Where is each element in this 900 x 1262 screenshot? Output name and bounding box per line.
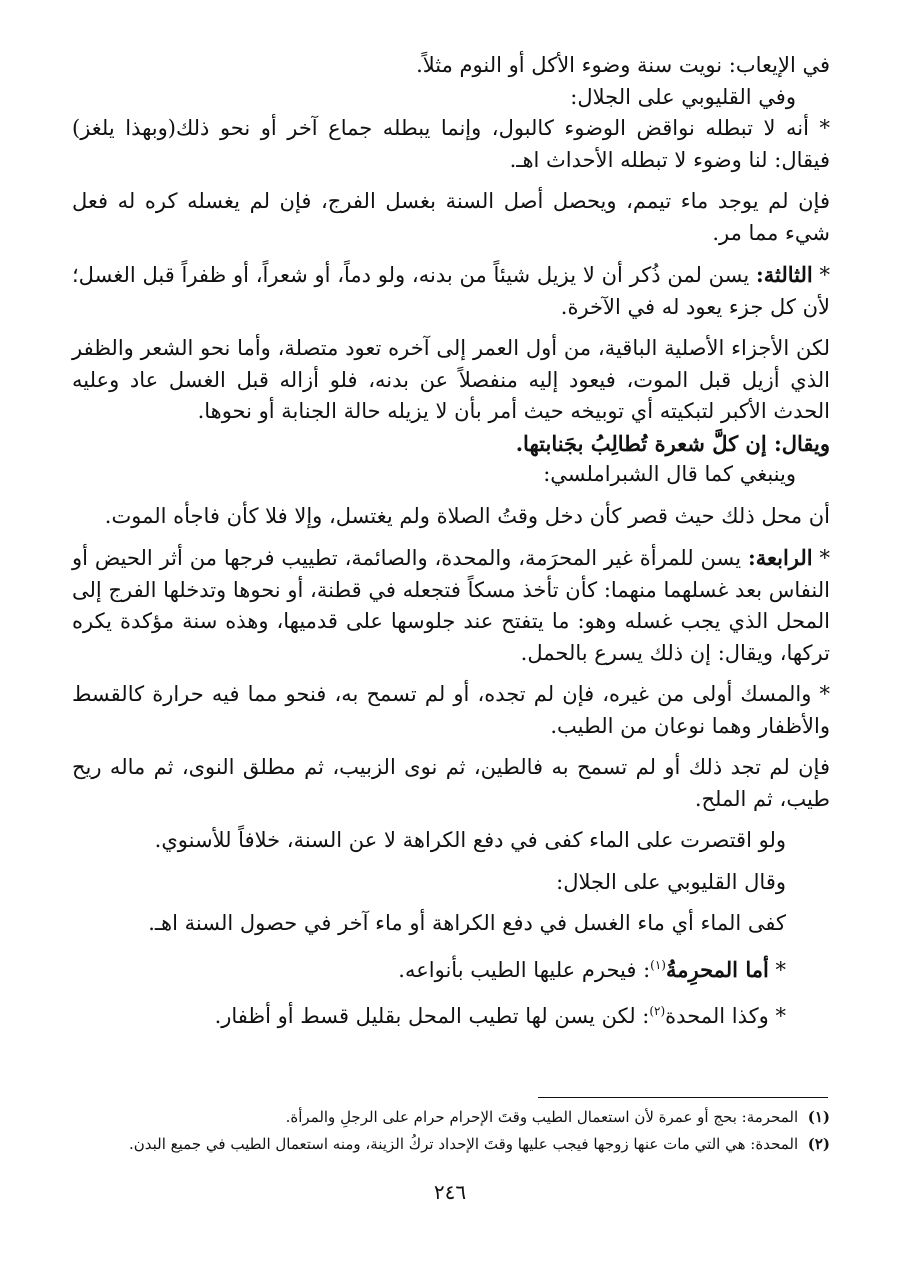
paragraph-13: ولو اقتصرت على الماء كفى في دفع الكراهة لا عن السنة، خلافاً للأسنوي.	[154, 828, 786, 852]
paragraph-16: * أما المحرِمةُ$^{(١)}$: فيحرم عليها الطيب بأنواعه.	[398, 956, 786, 982]
paragraph-5: * الثالثة: يسن لمن ذُكر أن لا يزيل شيئاً من بدنه، ولو دماً، أو شعراً، أو ظفراً قبل الغسل؛ لأن كل جزء يعود له في الآخرة.	[72, 262, 830, 319]
paragraph-11: * والمسك أولى من غيره، فإن لم تجده، أو لم تسمح به، فنحو مما فيه حرارة كالقسط والأظفار وهما نوعان من الطيب.	[72, 682, 830, 738]
footnote-ref-2[interactable]: (٢)	[649, 1004, 666, 1018]
paragraph-8: وينبغي كما قال الشبراملسي:	[543, 462, 796, 486]
footnote-1: (١) المحرمة: بحج أو عمرة لأن استعمال الطيب وقتَ الإحرام حرام على الرجلِ والمرأة.	[285, 1108, 830, 1126]
page-number: ٢٤٦	[433, 1180, 467, 1204]
footnote-divider	[538, 1097, 828, 1098]
paragraph-15: كفى الماء أي ماء الغسل في دفع الكراهة أو ماء آخر في حصول السنة اهـ.	[148, 911, 786, 935]
paragraph-4: فإن لم يوجد ماء تيمم، ويحصل أصل السنة بغسل الفرج، فإن لم يغسله كره له فعل شيء مما مر.	[72, 189, 830, 245]
footnote-ref-1[interactable]: (١)	[650, 957, 666, 972]
page-body	[72, 50, 830, 1033]
paragraph-17: * وكذا المحدة$^{(٢)}$: لكن يسن لها تطيب المحل بقليل قسط أو أظفار.	[214, 1004, 786, 1028]
paragraph-10: * الرابعة: يسن للمرأة غير المحرَمة، والمحدة، والصائمة، تطييب فرجها من أثر الحيض أو النفاس بعد غسلهما منهما: كأن تأخذ مسكاً فتجعله في قطنة، أو نحوها وتدخلها الفرج إلى المحل الذي يجب غسله وهو: ما يتفتح عند جلوسها على قدميها، وهذه سنة مؤكدة يكره تركها، ويقال: إن ذلك يسرع بالحمل.	[72, 545, 831, 665]
paragraph-14: وقال القليوبي على الجلال:	[556, 869, 786, 894]
footnote-2: (٢) المحدة: هي التي مات عنها زوجها فيجب عليها وقتَ الإحداد تركُ الزينة، ومنه استعمال الطيب في جميع البدن.	[128, 1135, 830, 1153]
paragraph-2: وفي القليوبي على الجلال:	[570, 84, 796, 109]
paragraph-1: في الإيعاب: نويت سنة وضوء الأكل أو النوم مثلاً.	[416, 53, 830, 77]
paragraph-3: * أنه لا تبطله نواقض الوضوء كالبول، وإنما يبطله جماع آخر أو نحو ذلك(وبهذا يلغز) فيقال: لنا وضوء لا تبطله الأحداث اهـ.	[72, 116, 830, 172]
paragraph-7: ويقال: إن كلَّ شعرة تُطالِبُ بجَنابتها.	[515, 430, 830, 456]
paragraph-9: أن محل ذلك حيث قصر كأن دخل وقتُ الصلاة ولم يغتسل، وإلا فلا كأن فاجأه الموت.	[104, 503, 830, 528]
paragraph-12: فإن لم تجد ذلك أو لم تسمح به فالطين، ثم نوى الزبيب، ثم مطلق النوى، ثم ماله ريح طيب، ثم الملح.	[72, 755, 830, 811]
footnotes	[72, 1104, 830, 1158]
paragraph-6: لكن الأجزاء الأصلية الباقية، من أول العمر إلى آخره تعود متصلة، وأما نحو الشعر والظفر الذي أزيل قبل الموت، فيعود إليه منفصلاً عن بدنه، فلو أزاله قبل الغسل عاد وعليه الحدث الأكبر لتبكيته أي توبيخه حيث أمر بأن لا يزيله حالة الجنابة أو نحوها.	[72, 336, 830, 423]
